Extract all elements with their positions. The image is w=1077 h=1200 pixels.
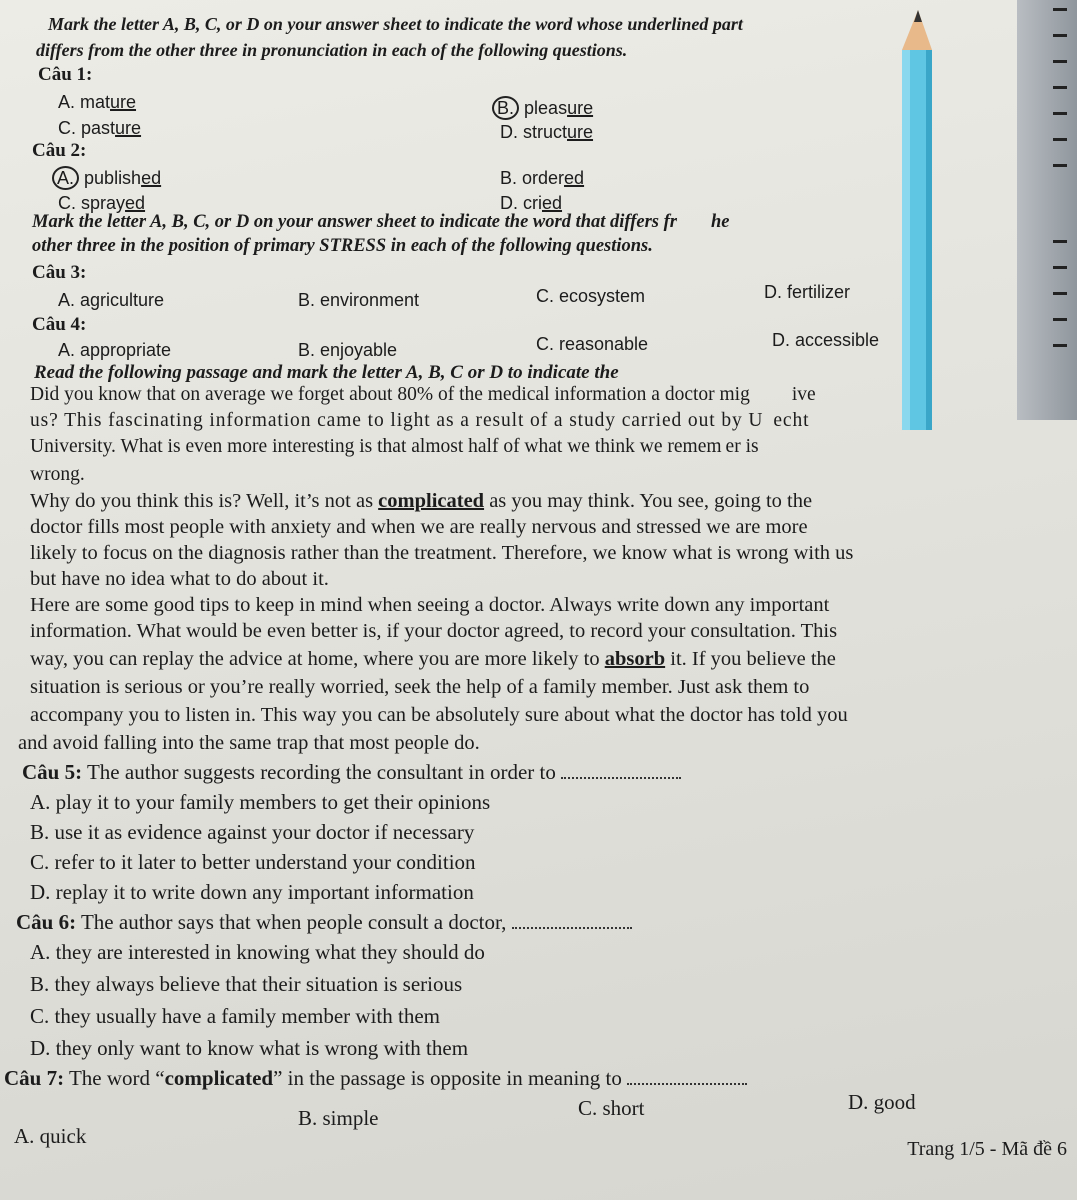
q6-option-a: A. they are interested in knowing what they should do (30, 940, 485, 964)
q7-option-c: C. short (578, 1096, 645, 1120)
passage-line: wrong. (30, 464, 85, 485)
q1-option-a: A. mature (58, 92, 137, 112)
q4-option-d: D. accessible (772, 330, 880, 350)
q4-option-c: C. reasonable (536, 334, 649, 354)
q7-stem: Câu 7: The word “complicated” in the passage is opposite in meaning to (4, 1066, 747, 1091)
q4-option-a: A. appropriate (58, 340, 172, 360)
passage-line: accompany you to listen in. This way you can be absolutely sure about what the doctor has told you (30, 704, 848, 726)
q3-heading: Câu 3: (32, 262, 87, 283)
q1-option-d: D. structure (500, 122, 594, 142)
passage-line: Here are some good tips to keep in mind when seeing a doctor. Always write down any important (30, 594, 830, 616)
q3-option-c: C. ecosystem (536, 286, 646, 306)
passage-line: and avoid falling into the same trap that most people do. (18, 732, 480, 754)
q5-option-d: D. replay it to write down any important information (30, 880, 474, 904)
passage-line: likely to focus on the diagnosis rather than the treatment. Therefore, we know what is wrong with us (30, 542, 854, 564)
answer-circle: A. (52, 166, 79, 190)
section2-instruction-line1: Mark the letter A, B, C, or D on your answer sheet to indicate the word that differs fr he (32, 212, 730, 232)
q6-stem: Câu 6: The author says that when people consult a doctor, (16, 910, 632, 935)
q2-option-b: B. ordered (500, 168, 585, 188)
section3-instruction: Read the following passage and mark the letter A, B, C or D to indicate the (34, 362, 619, 383)
pencil-icon (888, 10, 948, 430)
passage-line: information. What would be even better is, if your doctor agreed, to record your consultation. This (30, 620, 838, 642)
q1-option-c: C. pasture (58, 118, 142, 138)
q3-option-b: B. environment (298, 290, 420, 310)
answer-circle: B. (492, 96, 519, 120)
q7-option-d: D. good (848, 1090, 916, 1114)
passage-line: us? This fascinating information came to light as a result of a study carried out by U echt (30, 410, 810, 431)
q2-option-d: D. cried (500, 193, 563, 213)
q4-option-b: B. enjoyable (298, 340, 398, 360)
q1-option-b: B. pleasure (492, 98, 593, 119)
q2-option-a: A. published (52, 168, 161, 189)
q1-heading: Câu 1: (38, 64, 93, 85)
q6-option-d: D. they only want to know what is wrong with them (30, 1036, 469, 1060)
page-footer: Trang 1/5 - Mã đề 6 (907, 1138, 1067, 1160)
section1-instruction-line2: differs from the other three in pronunciation in each of the following questions. (36, 40, 628, 60)
q7-option-a: A. quick (14, 1124, 87, 1148)
passage-line: situation is serious or you’re really worried, seek the help of a family member. Just ask them to (30, 676, 810, 698)
q7-option-b: B. simple (298, 1106, 379, 1130)
q6-option-b: B. they always believe that their situation is serious (30, 972, 463, 996)
q5-stem: Câu 5: The author suggests recording the consultant in order to (22, 760, 681, 785)
q5-option-a: A. play it to your family members to get their opinions (30, 790, 491, 814)
passage-line: doctor fills most people with anxiety and when we are really nervous and stressed we are more (30, 516, 808, 538)
q3-option-a: A. agriculture (58, 290, 165, 310)
passage-line: way, you can replay the advice at home, where you are more likely to absorb it. If you believe the (30, 648, 836, 670)
passage-line: Why do you think this is? Well, it’s not as complicated as you may think. You see, going to the (30, 490, 813, 512)
q2-heading: Câu 2: (32, 140, 87, 161)
q3-option-d: D. fertilizer (764, 282, 851, 302)
background-strip (1017, 0, 1077, 420)
q2-option-c: C. sprayed (58, 193, 146, 213)
passage-line: Did you know that on average we forget about 80% of the medical information a doctor mig ive (30, 384, 816, 405)
q4-heading: Câu 4: (32, 314, 87, 335)
q5-option-b: B. use it as evidence against your doctor if necessary (30, 820, 475, 844)
passage-line: but have no idea what to do about it. (30, 568, 329, 590)
section1-instruction-line1: Mark the letter A, B, C, or D on your answer sheet to indicate the word whose underlined part (48, 14, 743, 34)
q6-option-c: C. they usually have a family member with them (30, 1004, 440, 1028)
passage-line: University. What is even more interesting is that almost half of what we think we remem er is (30, 436, 759, 457)
section2-instruction-line2: other three in the position of primary STRESS in each of the following questions. (32, 236, 653, 256)
q5-option-c: C. refer to it later to better understand your condition (30, 850, 476, 874)
